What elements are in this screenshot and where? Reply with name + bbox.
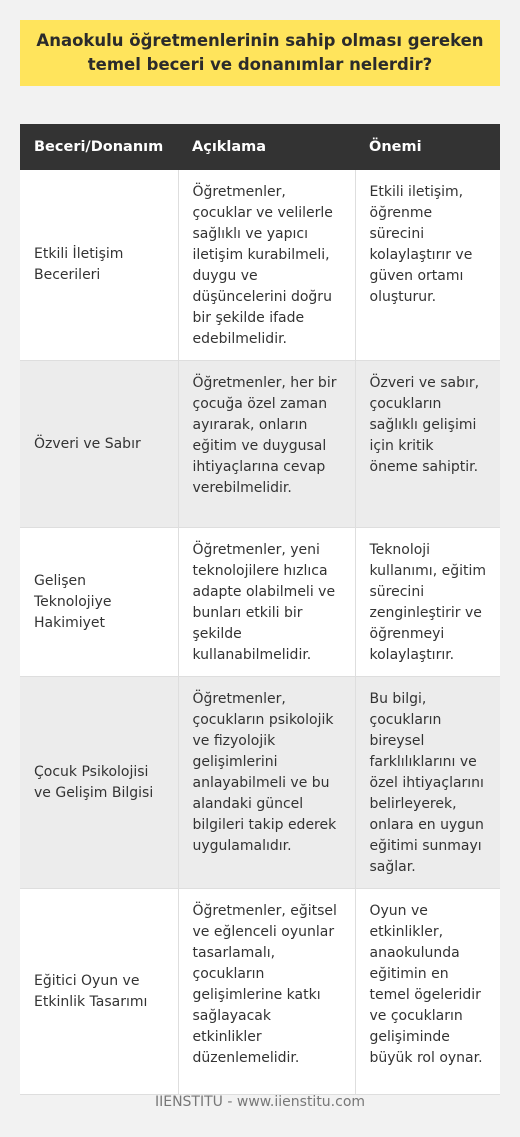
cell-skill: Çocuk Psikolojisi ve Gelişim Bilgisi (20, 677, 178, 889)
footer-credit: IIENSTITU - www.iienstitu.com (154, 1094, 366, 1110)
cell-description: Öğretmenler, her bir çocuğa özel zaman ayırarak, onların eğitim ve duygusal ihtiyaçlarına cevap verebilmelidir. (178, 361, 355, 528)
table-row (20, 170, 500, 361)
table-row (20, 528, 500, 677)
table-row (20, 889, 500, 1095)
header-importance: Önemi (355, 124, 500, 170)
header-skill: Beceri/Donanım (20, 124, 178, 170)
table-row (20, 361, 500, 528)
header-description: Açıklama (178, 124, 355, 170)
cell-importance: Etkili iletişim, öğrenme sürecini kolaylaştırır ve güven ortamı oluşturur. (355, 170, 500, 361)
page-title: Anaokulu öğretmenlerinin sahip olması gereken temel beceri ve donanımlar nelerdir? (36, 31, 484, 74)
cell-skill: Etkili İletişim Becerileri (20, 170, 178, 361)
cell-description: Öğretmenler, eğitsel ve eğlenceli oyunlar tasarlamalı, çocukların gelişimlerine katkı sağlayacak etkinlikler düzenlemelidir. (178, 889, 355, 1095)
cell-importance: Teknoloji kullanımı, eğitim sürecini zenginleştirir ve öğrenmeyi kolaylaştırır. (355, 528, 500, 677)
cell-description: Öğretmenler, çocukların psikolojik ve fizyolojik gelişimlerini anlayabilmeli ve bu alandaki güncel bilgileri takip ederek uygulamalıdır. (178, 677, 355, 889)
cell-skill: Eğitici Oyun ve Etkinlik Tasarımı (20, 889, 178, 1095)
title-banner (20, 20, 500, 86)
cell-skill: Özveri ve Sabır (20, 361, 178, 528)
cell-importance: Özveri ve sabır, çocukların sağlıklı gelişimi için kritik öneme sahiptir. (355, 361, 500, 528)
cell-description: Öğretmenler, çocuklar ve velilerle sağlıklı ve yapıcı iletişim kurabilmeli, duygu ve düşüncelerini doğru bir şekilde ifade edebilmelidir. (178, 170, 355, 361)
cell-importance: Bu bilgi, çocukların bireysel farklılıklarını ve özel ihtiyaçlarını belirleyerek, onlara en uygun eğitimi sunmayı sağlar. (355, 677, 500, 889)
cell-skill: Gelişen Teknolojiye Hakimiyet (20, 528, 178, 677)
cell-importance: Oyun ve etkinlikler, anaokulunda eğitimin en temel ögeleridir ve çocukların gelişiminde büyük rol oynar. (355, 889, 500, 1095)
skills-table (20, 124, 500, 1095)
cell-description: Öğretmenler, yeni teknolojilere hızlıca adapte olabilmeli ve bunları etkili bir şekilde kullanabilmelidir. (178, 528, 355, 677)
table-row (20, 677, 500, 889)
table-header-row (20, 124, 500, 170)
